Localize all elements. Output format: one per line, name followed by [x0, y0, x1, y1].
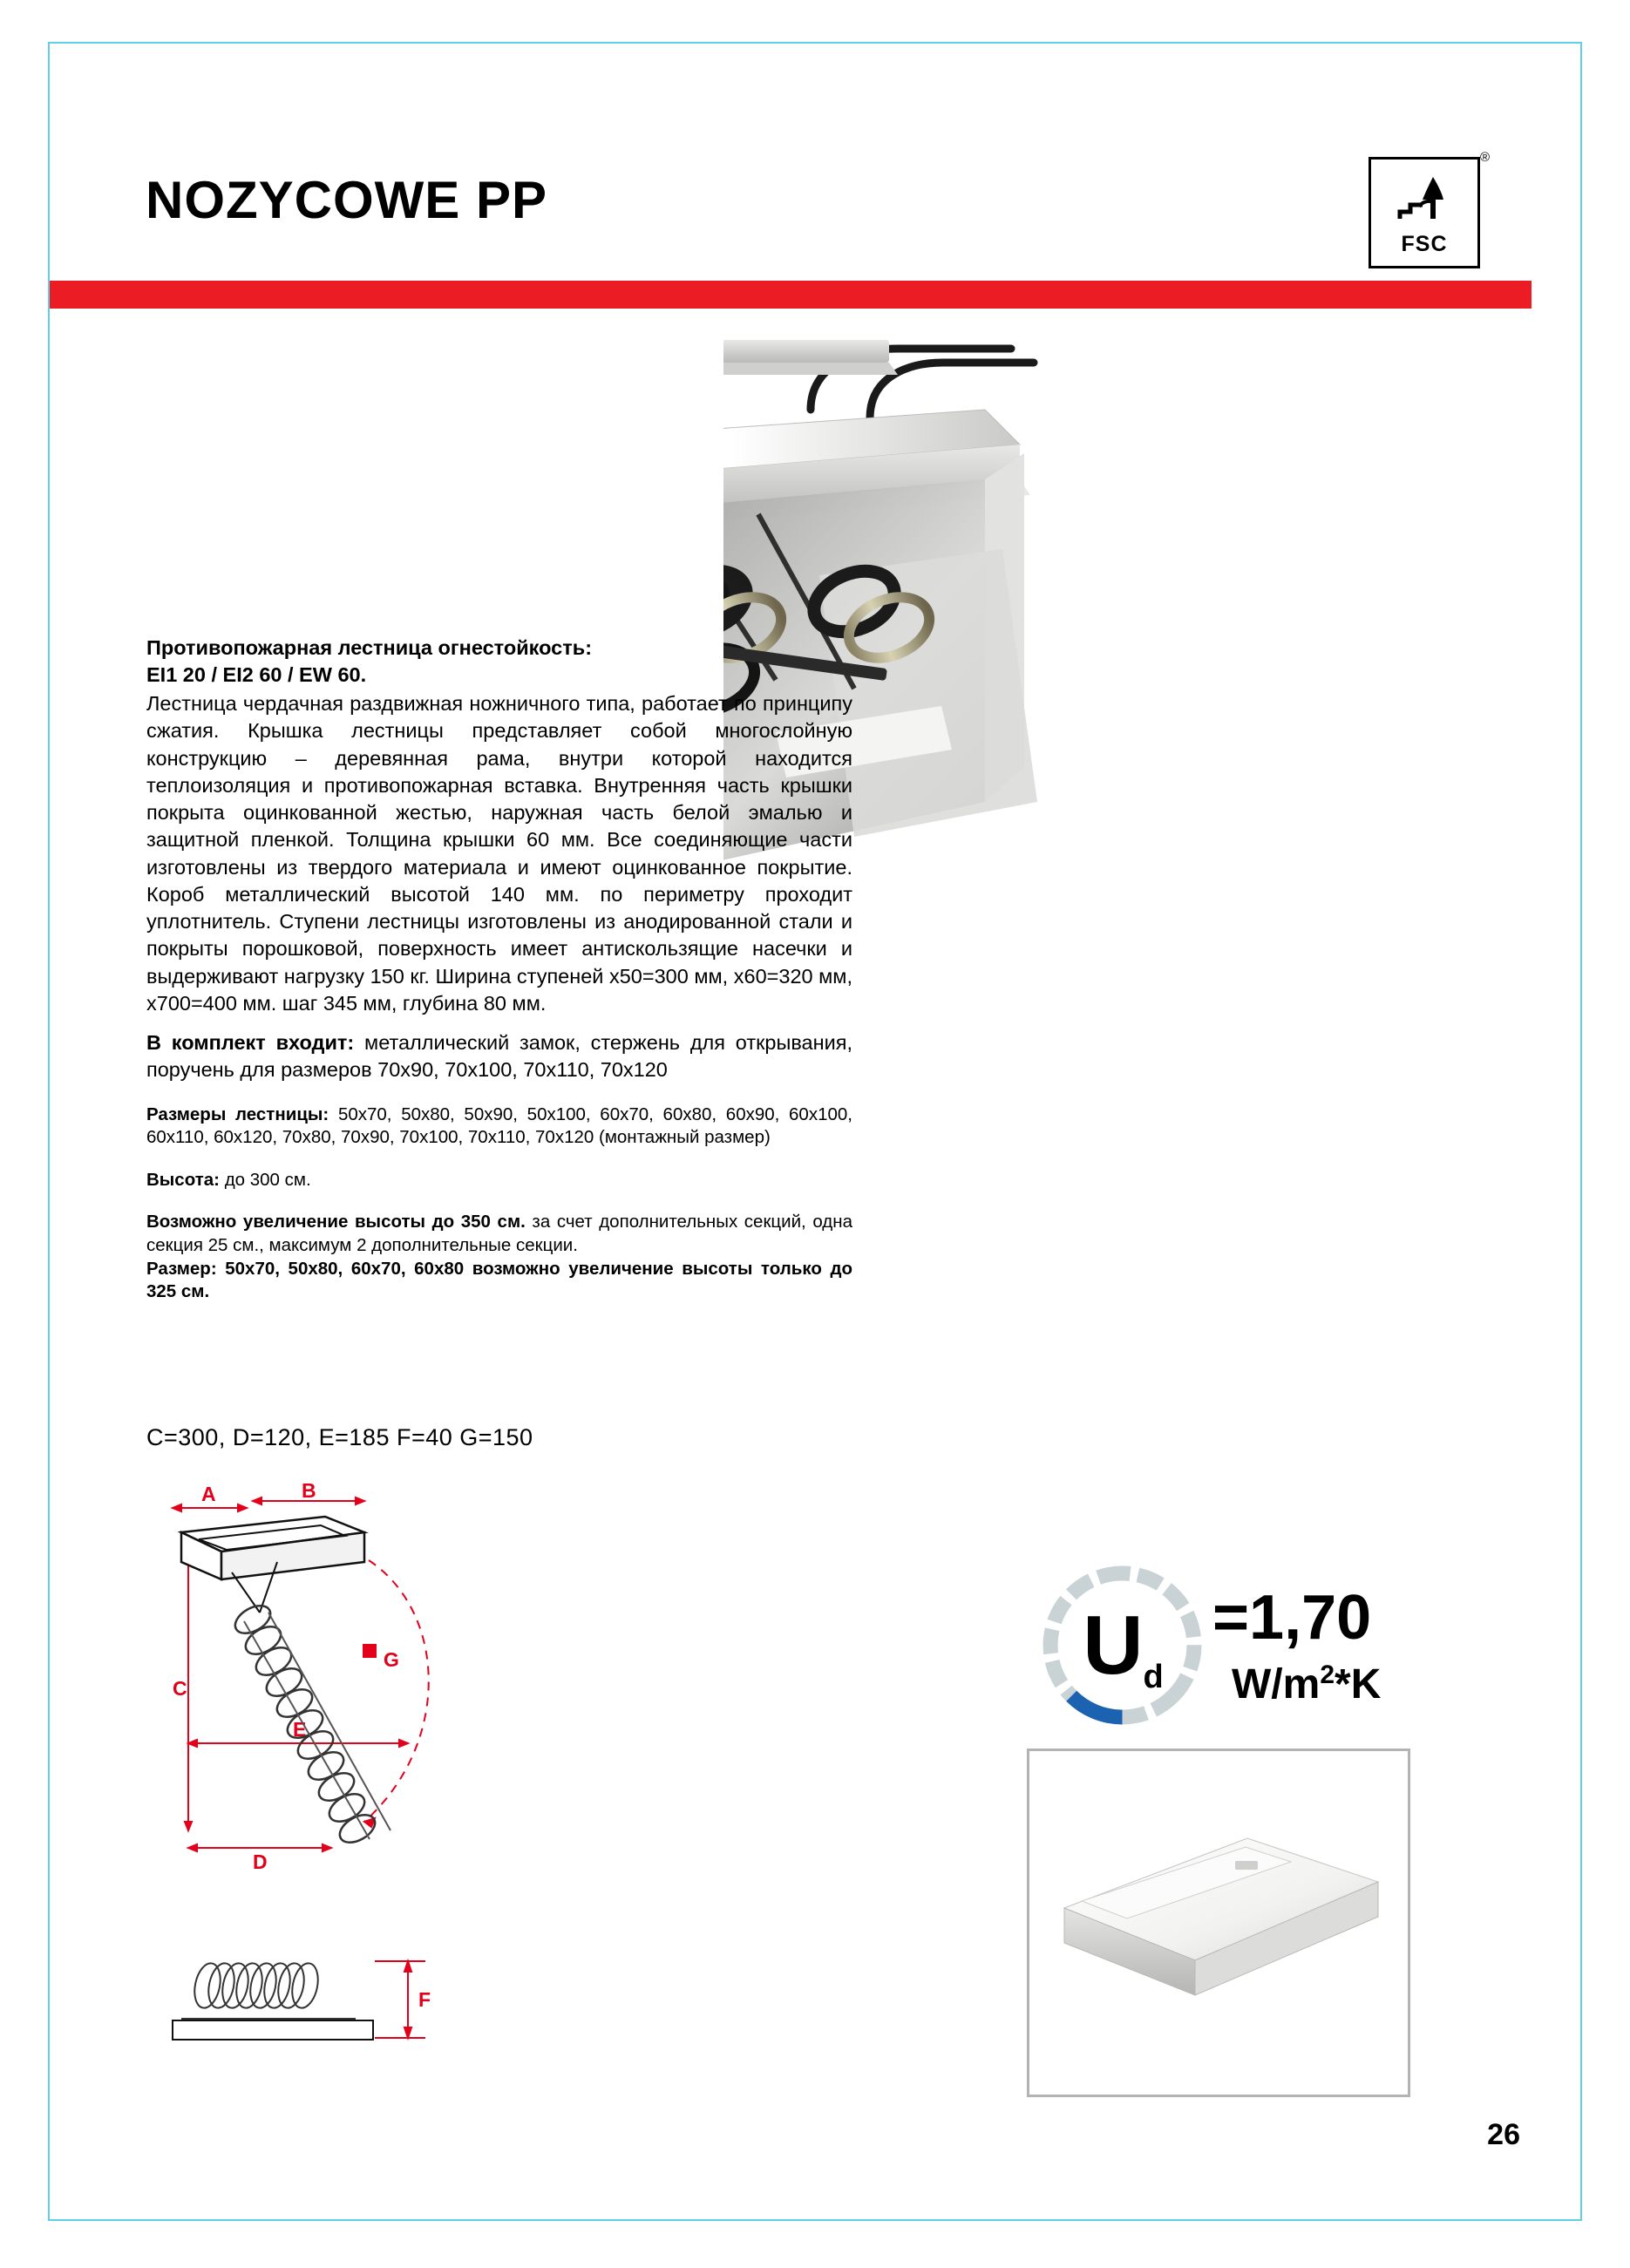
page-header [50, 44, 1580, 257]
extension-text: за счет дополнительных секций, одна секция 25 см., максимум 2 дополнительные секции. [146, 1212, 852, 1256]
u-units-suffix: *K [1335, 1661, 1382, 1708]
u-letter: U [1083, 1598, 1142, 1692]
technical-drawing-side-view [146, 1482, 582, 1952]
header-accent-bar-gap [1532, 281, 1580, 309]
u-letter-group [1042, 1565, 1203, 1726]
drawing-label-d: D [253, 1850, 268, 1873]
product-thumbnail-closed-hatch [1027, 1749, 1410, 2097]
drawing-scissor-chain [230, 1600, 391, 1849]
description-main-paragraph: Лестница чердачная раздвижная ножничного типа, работает по принципу сжатия. Крышка лестницы представляет собой многослойную конструкцию – деревянная рама, внутри которой находится теплоизоляция и противопожарная вставка. Внутренняя часть крышки покрыта оцинкованной жестью, наружная часть белой эмалью и защитной пленкой. Толщина крышки 60 мм. Все соединяющие части изготовлены из твердого материала и имеют оцинкованное покрытие. Короб металлический высотой 140 мм. по периметру проходит уплотнитель. Ступени лестницы изготовлены из анодированной стали и покрыты порошковой, поверхность имеет антискользящие насечки и выдерживают нагрузку 150 кг. Ширина ступеней х50=300 мм, х60=320 мм, х700=400 мм. шаг 345 мм, глубина 80 мм. [146, 692, 852, 1015]
u-value-number: =1,70 [1212, 1583, 1372, 1653]
header-accent-bar [50, 281, 1532, 309]
fsc-label: FSC [1401, 232, 1448, 256]
drawing-label-e: E [293, 1718, 307, 1741]
description-heading-line1: Противопожарная лестница огнестойкость: [146, 636, 593, 659]
u-value-badge [1042, 1565, 1408, 1739]
u-subscript: d [1143, 1659, 1162, 1695]
drawing-label-a: A [201, 1483, 216, 1505]
drawing-label-f: F [418, 1988, 431, 2011]
dimension-values-line: C=300, D=120, E=185 F=40 G=150 [146, 1424, 533, 1450]
extension-label: Возможно увеличение высоты до 350 см. [146, 1212, 526, 1232]
sizes-label: Размеры лестницы: [146, 1103, 329, 1124]
kit-text: металлический замок, стержень для открывания, поручень для размеров 70x90, 70x100, 70x110, 70x120 [146, 1031, 852, 1082]
kit-paragraph [146, 1029, 852, 1084]
fsc-logo [1369, 157, 1480, 268]
drawing-label-g: G [384, 1648, 399, 1671]
page-number: 26 [1487, 2118, 1520, 2151]
u-units-sup: 2 [1320, 1660, 1335, 1689]
description-heading-line2: EI1 20 / EI2 60 / EW 60. [146, 663, 367, 687]
u-units-prefix: W/m [1232, 1661, 1321, 1708]
size-note: Размер: 50x70, 50x80, 60x70, 60x80 возможно увеличение высоты только до 325 см. [146, 1258, 852, 1302]
product-description [146, 635, 852, 1304]
height-text: до 300 см. [220, 1169, 311, 1190]
sizes-text: 50x70, 50x80, 50x90, 50x100, 60x70, 60x80, 60x90, 60x100, 60x110, 60x120, 70x80, 70x90, 70x100, 70x110, 70x120 (монтажный размер) [146, 1103, 852, 1148]
drawing-label-c: C [173, 1677, 187, 1700]
tree-icon [1393, 172, 1456, 226]
sizes-paragraph [146, 1103, 852, 1150]
height-label: Высота: [146, 1169, 220, 1190]
page-title: NOZYCOWE PP [146, 171, 548, 229]
technical-drawing-folded-view [146, 1944, 582, 2105]
height-paragraph [146, 1169, 852, 1192]
fsc-registered-mark: ® [1479, 150, 1490, 165]
kit-label: В комплект входит: [146, 1031, 355, 1055]
g-marker [363, 1644, 377, 1658]
drawing-label-b: B [302, 1482, 316, 1502]
u-value-units [1232, 1660, 1381, 1708]
extension-paragraph [146, 1211, 852, 1304]
